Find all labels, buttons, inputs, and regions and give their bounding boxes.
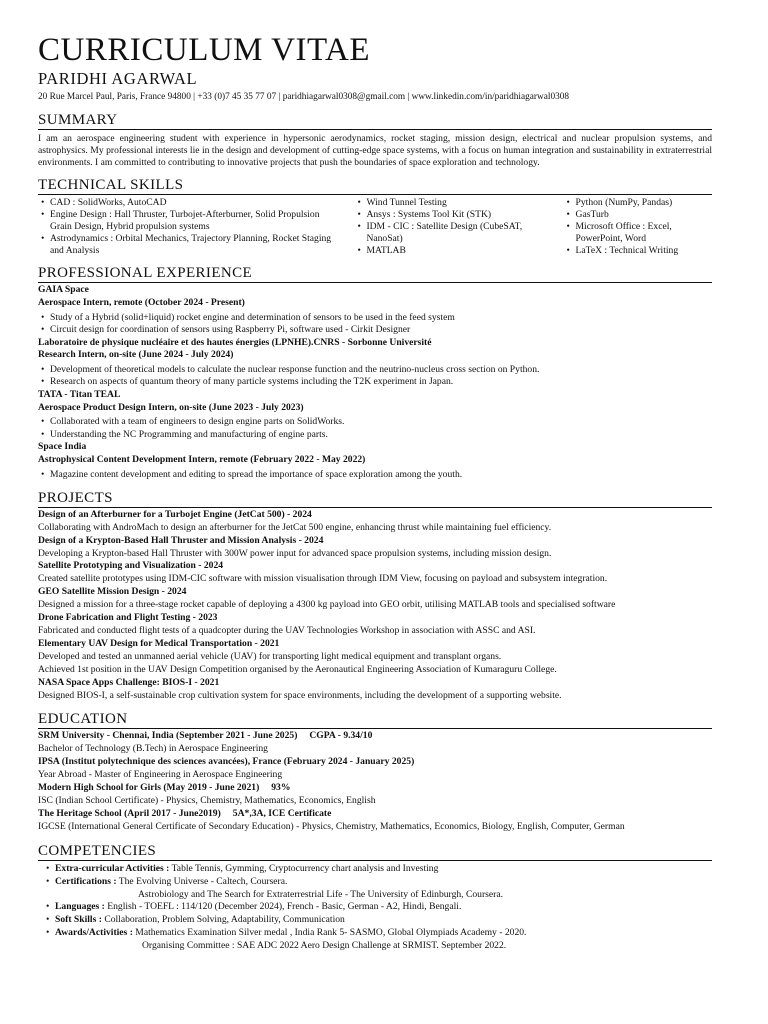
- candidate-name: PARIDHI AGARWAL: [38, 69, 198, 88]
- project-title: Design of a Krypton-Based Hall Thruster and Mission Analysis - 2024: [38, 534, 324, 546]
- skill-item: • IDM - CIC : Satellite Design (CubeSAT, NanoSat): [366, 221, 556, 245]
- skill-item: • Ansys : Systems Tool Kit (STK): [366, 209, 556, 221]
- job-bullet: • Magazine content development and editing to spread the importance of space exploration among the youth.: [50, 469, 712, 481]
- document-title: CURRICULUM VITAE: [38, 32, 371, 68]
- project-title: NASA Space Apps Challenge: BIOS-I - 2021: [38, 676, 220, 688]
- competency-text: English - TOEFL : 114/120 (December 2024), French - Basic, German - A2, Hindi, Bengali.: [104, 901, 462, 913]
- skills-columns: [38, 197, 712, 257]
- job-role: Aerospace Product Design Intern, on-site (June 2023 - July 2023): [38, 401, 304, 413]
- job-entry: [38, 441, 712, 481]
- competency-text: Collaboration, Problem Solving, Adaptability, Communication: [101, 914, 345, 926]
- project-description: Designed BIOS-I, a self-sustainable crop cultivation system for space environments, including the development of a supporting website.: [38, 689, 562, 701]
- skill-item: • MATLAB: [366, 245, 556, 257]
- job-bullet: • Understanding the NC Programming and manufacturing of engine parts.: [50, 429, 712, 441]
- project-description: Designed a mission for a three-stage rocket capable of deploying a 4300 kg payload into GEO orbit, utilising MATLAB tools and specialised software: [38, 599, 616, 611]
- skill-item: • LaTeX : Technical Writing: [576, 245, 712, 257]
- education-heading: EDUCATION: [38, 711, 712, 729]
- job-organization: Space India: [38, 440, 87, 452]
- competency-text: Table Tennis, Gymming, Cryptocurrency chart analysis and Investing: [169, 862, 439, 874]
- skills-heading: TECHNICAL SKILLS: [38, 177, 712, 195]
- skills-column-3: [557, 197, 712, 257]
- project-description: Developed and tested an unmanned aerial vehicle (UAV) for transporting light medical equipment and transplant organs.: [38, 650, 502, 662]
- job-entry: [38, 389, 712, 441]
- competency-label: Extra-curricular Activities :: [55, 862, 170, 874]
- cv-document: [38, 30, 712, 953]
- project-description: Developing a Krypton-based Hall Thruster with 300W power input for advanced space propulsion systems, including mission design.: [38, 547, 552, 559]
- project-description: Created satellite prototypes using IDM-CIC software with mission visualisation through IDM View, focusing on payload and subsystem integration.: [38, 573, 608, 585]
- job-entry: [38, 337, 712, 389]
- job-bullet: • Research on aspects of quantum theory of many particle systems including the T2K experiment in Japan.: [50, 376, 712, 388]
- summary-text: I am an aerospace engineering student with experience in hypersonic aerodynamics, rocket staging, mission design, electrical and nuclear propulsion systems, and astrophysics. My professional interests lie in the design and development of cutting-edge space systems, with a focus on human integration and sustainability in extraterrestrial environments. I am committed to contributing to innovative projects that push the boundaries of space exploration and technology.: [38, 133, 712, 168]
- summary-section: [38, 112, 712, 168]
- project-title: Design of an Afterburner for a Turbojet Engine (JetCat 500) - 2024: [38, 508, 312, 520]
- project-title: Elementary UAV Design for Medical Transportation - 2021: [38, 637, 280, 649]
- job-role: Astrophysical Content Development Intern, remote (February 2022 - May 2022): [38, 453, 366, 465]
- education-title: IPSA (Institut polytechnique des sciences avancées), France (February 2024 - January 2025): [38, 756, 415, 768]
- skill-item: • Wind Tunnel Testing: [366, 197, 556, 209]
- competency-item: [55, 863, 712, 876]
- competency-label: Awards/Activities :: [55, 927, 133, 939]
- education-section: [38, 711, 712, 833]
- education-description: ISC (Indian School Certificate) - Physics, Chemistry, Mathematics, Economics, English: [38, 794, 376, 806]
- competency-continuation: Organising Committee : SAE ADC 2022 Aero Design Challenge at SRMIST. September 2022.: [142, 940, 507, 952]
- projects-section: [38, 490, 712, 703]
- skill-item: • Astrodynamics : Orbital Mechanics, Trajectory Planning, Rocket Staging and Analysis: [50, 233, 342, 257]
- competency-item: [55, 876, 712, 902]
- job-organization: TATA - Titan TEAL: [38, 388, 121, 400]
- education-title: The Heritage School (April 2017 - June2019) 5A*,3A, ICE Certificate: [38, 807, 332, 819]
- job-organization: GAIA Space: [38, 284, 89, 296]
- education-title: SRM University - Chennai, India (September 2021 - June 2025) CGPA - 9.34/10: [38, 730, 373, 742]
- competency-label: Soft Skills :: [55, 914, 102, 926]
- competency-label: Languages :: [55, 901, 105, 913]
- skill-item: • Microsoft Office : Excel, PowerPoint, Word: [576, 221, 712, 245]
- competencies-section: [38, 843, 712, 953]
- job-bullet: • Development of theoretical models to calculate the nuclear response function and the neutrino-nucleus cross section on Python.: [50, 364, 712, 376]
- education-description: Bachelor of Technology (B.Tech) in Aerospace Engineering: [38, 743, 268, 755]
- competency-continuation: Astrobiology and The Search for Extraterrestrial Life - The University of Edinburgh, Coursera.: [138, 888, 503, 900]
- job-bullet: • Collaborated with a team of engineers to design engine parts on SolidWorks.: [50, 416, 712, 428]
- job-bullet: • Study of a Hybrid (solid+liquid) rocket engine and determination of sensors to be used in the feed system: [50, 312, 712, 324]
- job-entry: [38, 284, 712, 336]
- competency-item: [55, 901, 712, 914]
- job-role: Research Intern, on-site (June 2024 - July 2024): [38, 349, 234, 361]
- skills-column-2: [342, 197, 556, 257]
- skill-item: • Python (NumPy, Pandas): [576, 197, 712, 209]
- skill-item: • GasTurb: [576, 209, 712, 221]
- job-organization: Laboratoire de physique nucléaire et des hautes énergies (LPNHE).CNRS - Sorbonne Université: [38, 336, 432, 348]
- projects-heading: PROJECTS: [38, 490, 712, 508]
- project-title: Satellite Prototyping and Visualization - 2024: [38, 560, 224, 572]
- competencies-heading: COMPETENCIES: [38, 843, 712, 861]
- project-description: Collaborating with AndroMach to design an afterburner for the JetCat 500 engine, enhancing thrust while maintaining fuel efficiency.: [38, 521, 552, 533]
- competency-item: [55, 927, 712, 953]
- contact-line: 20 Rue Marcel Paul, Paris, France 94800 | +33 (0)7 45 35 77 07 | paridhiagarwal0308@gmail.com | www.linkedin.com/in/paridhiagarwal0308: [38, 92, 570, 102]
- summary-heading: SUMMARY: [38, 112, 712, 130]
- project-description: Fabricated and conducted flight tests of a quadcopter during the UAV Technologies Workshop in association with ASSC and ASI.: [38, 625, 536, 636]
- education-description: IGCSE (International General Certificate of Secondary Education) - Physics, Chemistry, Mathematics, Economics, Biology, English, Computer, German: [38, 820, 625, 832]
- experience-section: [38, 265, 712, 480]
- competency-item: [55, 914, 712, 927]
- competency-label: Certifications :: [55, 875, 117, 887]
- project-description: Achieved 1st position in the UAV Design Competition organised by the Aeronautical Engineering Association of Kumaraguru College.: [38, 663, 557, 675]
- competency-text: The Evolving Universe - Caltech, Coursera.: [116, 875, 288, 887]
- skill-item: • Engine Design : Hall Thruster, Turbojet-Afterburner, Solid Propulsion Grain Design, Hybrid propulsion systems: [50, 209, 342, 233]
- skills-column-1: [38, 197, 342, 257]
- project-title: GEO Satellite Mission Design - 2024: [38, 586, 187, 598]
- education-title: Modern High School for Girls (May 2019 - June 2021) 93%: [38, 782, 291, 794]
- project-title: Drone Fabrication and Flight Testing - 2023: [38, 612, 218, 624]
- education-description: Year Abroad - Master of Engineering in Aerospace Engineering: [38, 769, 283, 781]
- skill-item: • CAD : SolidWorks, AutoCAD: [50, 197, 342, 209]
- job-bullet: • Circuit design for coordination of sensors using Raspberry Pi, software used - Cirkit Designer: [50, 324, 712, 336]
- competency-text: Mathematics Examination Silver medal , India Rank 5- SASMO, Global Olympiads Academy - 2020.: [132, 927, 527, 939]
- skills-section: [38, 177, 712, 257]
- experience-heading: PROFESSIONAL EXPERIENCE: [38, 265, 712, 283]
- job-role: Aerospace Intern, remote (October 2024 - Present): [38, 297, 245, 309]
